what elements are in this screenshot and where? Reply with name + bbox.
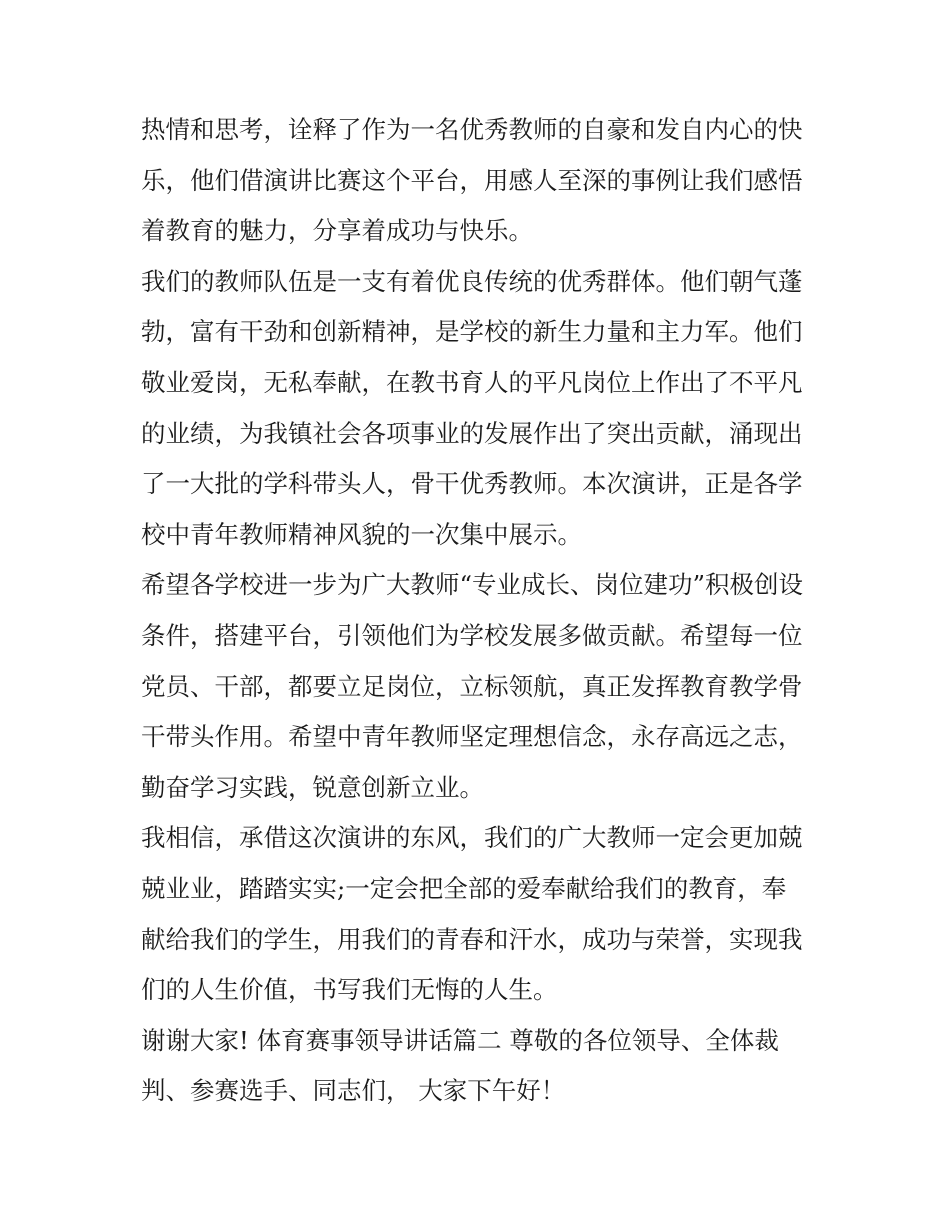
text-line: 敬业爱岗，无私奉献，在教书育人的平凡岗位上作出了不平凡: [141, 367, 803, 397]
text-line: 我相信，承借这次演讲的东风，我们的广大教师一定会更加兢: [141, 823, 803, 853]
text-line: 着教育的魅力，分享着成功与快乐。: [141, 216, 533, 246]
text-line: 勤奋学习实践，锐意创新立业。: [141, 772, 484, 802]
paragraph-1: [141, 105, 821, 257]
text-line: 干带头作用。希望中青年教师坚定理想信念，永存高远之志，: [141, 722, 803, 752]
text-line: 了一大批的学科带头人，骨干优秀教师。本次演讲，正是各学: [141, 469, 803, 499]
text-line: 的业绩，为我镇社会各项事业的发展作出了突出贡献，涌现出: [141, 418, 803, 448]
text-line: 谢谢大家! 体育赛事领导讲话篇二 尊敬的各位领导、全体裁: [141, 1025, 779, 1055]
text-line: 我们的教师队伍是一支有着优良传统的优秀群体。他们朝气蓬: [141, 266, 803, 296]
text-line: 判、参赛选手、同志们， 大家下午好！: [141, 1076, 566, 1106]
text-line: 兢业业，踏踏实实;一定会把全部的爱奉献给我们的教育，奉: [141, 873, 787, 903]
text-line: 献给我们的学生，用我们的青春和汗水，成功与荣誉，实现我: [141, 924, 803, 954]
text-line: 希望各学校进一步为广大教师“专业成长、岗位建功”积极创设: [141, 570, 804, 600]
text-line: 校中青年教师精神风貌的一次集中展示。: [141, 519, 582, 549]
paragraph-5: [141, 1016, 821, 1117]
text-line: 党员、干部，都要立足岗位，立标领航，真正发挥教育教学骨: [141, 671, 803, 701]
paragraph-3: [141, 560, 821, 813]
text-line: 们的人生价值，书写我们无悔的人生。: [141, 975, 558, 1005]
document-body: [141, 105, 821, 1117]
paragraph-2: [141, 257, 821, 561]
paragraph-4: [141, 813, 821, 1015]
text-line: 勃，富有干劲和创新精神，是学校的新生力量和主力军。他们: [141, 317, 803, 347]
text-line: 乐，他们借演讲比赛这个平台，用感人至深的事例让我们感悟: [141, 165, 803, 195]
text-line: 条件，搭建平台，引领他们为学校发展多做贡献。希望每一位: [141, 620, 803, 650]
text-line: 热情和思考，诠释了作为一名优秀教师的自豪和发自内心的快: [141, 115, 803, 144]
